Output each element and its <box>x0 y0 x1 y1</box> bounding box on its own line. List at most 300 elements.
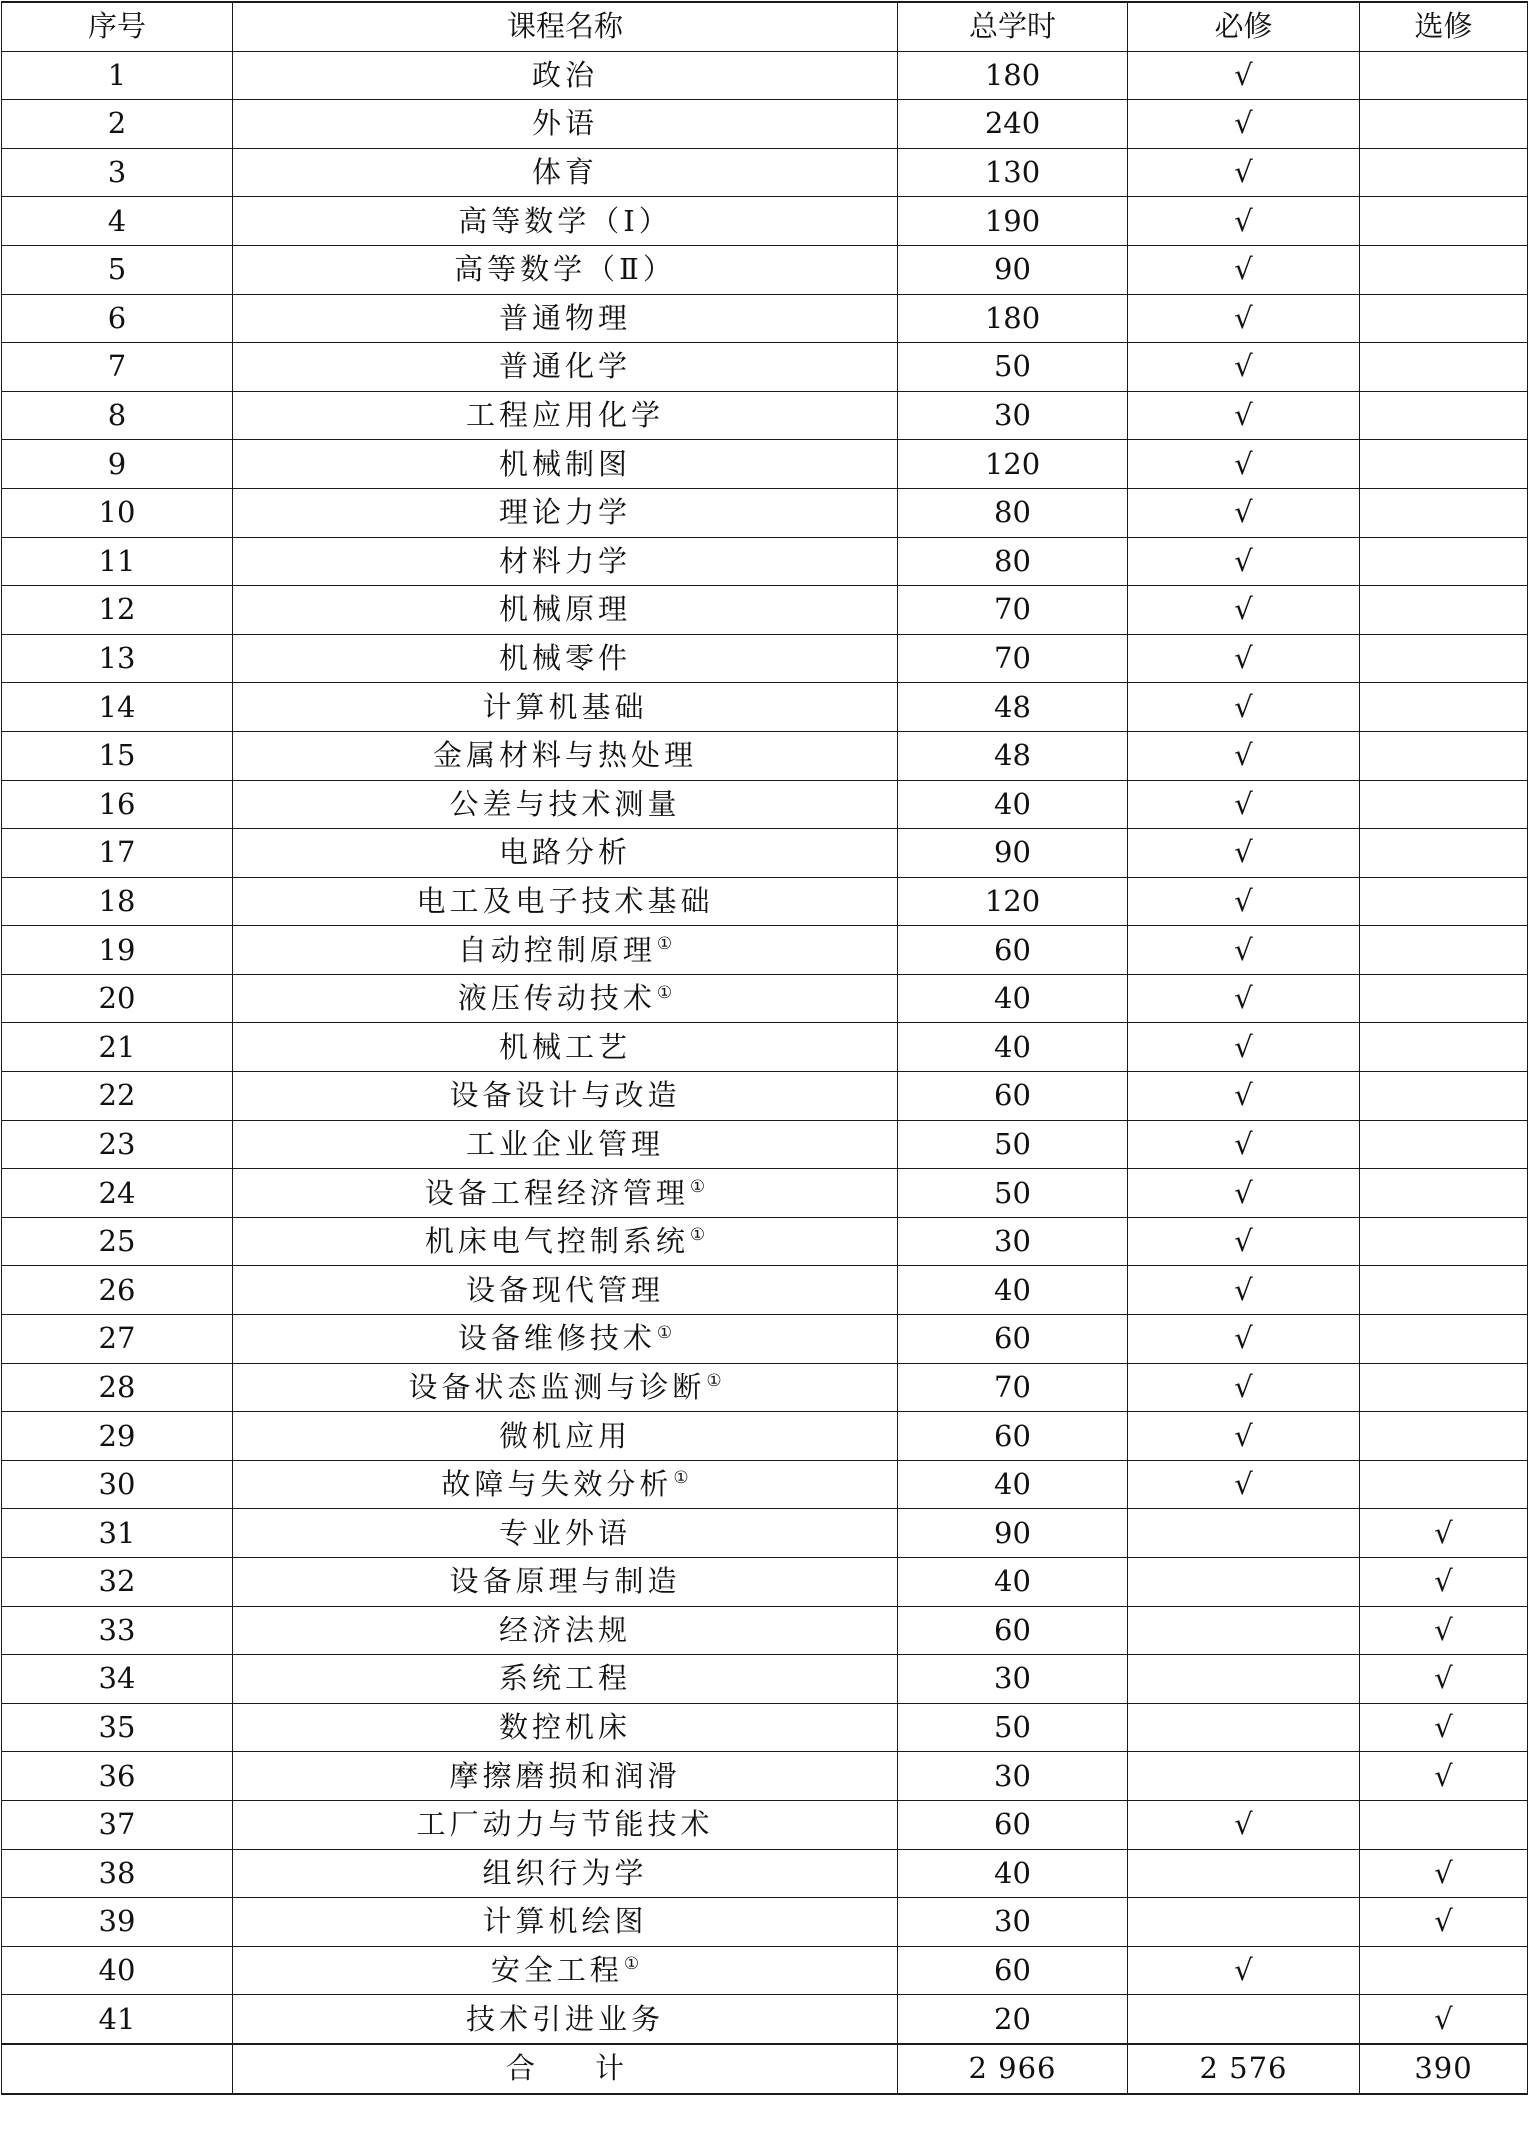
row-course-name-cell <box>233 1460 898 1509</box>
row-course-name-cell <box>233 1315 898 1364</box>
row-total-hours: 90 <box>898 829 1128 878</box>
row-elective-check <box>1360 1023 1528 1072</box>
row-course-name: 设备设计与改造 <box>449 1078 681 1113</box>
total-label-text: 合计 <box>505 2051 684 2086</box>
table-row <box>2 1606 1528 1655</box>
row-no: 28 <box>2 1363 233 1412</box>
row-course-name: 理论力学 <box>498 495 631 530</box>
row-course-name-cell <box>233 780 898 829</box>
row-total-hours: 50 <box>898 1703 1128 1752</box>
total-label <box>233 2044 898 2094</box>
row-required-check: √ <box>1128 731 1360 780</box>
row-course-name: 安全工程 <box>490 1953 623 1988</box>
table-row <box>2 488 1528 537</box>
header-required: 必修 <box>1128 2 1360 51</box>
row-course-name-cell <box>233 391 898 440</box>
row-course-name-cell <box>233 1363 898 1412</box>
row-total-hours: 190 <box>898 197 1128 246</box>
row-required-check: √ <box>1128 683 1360 732</box>
header-no: 序号 <box>2 2 233 51</box>
footnote-mark: ① <box>673 1468 689 1489</box>
row-required-check: √ <box>1128 780 1360 829</box>
row-required-check: √ <box>1128 829 1360 878</box>
row-course-name: 机床电气控制系统 <box>424 1224 689 1259</box>
row-no: 22 <box>2 1072 233 1121</box>
table-header <box>2 2 1528 51</box>
row-course-name-cell <box>233 1169 898 1218</box>
row-elective-check: √ <box>1360 1606 1528 1655</box>
row-required-check: √ <box>1128 974 1360 1023</box>
row-elective-check <box>1360 1217 1528 1266</box>
table-row <box>2 829 1528 878</box>
row-no: 14 <box>2 683 233 732</box>
row-total-hours: 90 <box>898 1509 1128 1558</box>
footnote-mark: ① <box>656 982 673 1003</box>
row-course-name-cell <box>233 1072 898 1121</box>
row-elective-check <box>1360 1315 1528 1364</box>
row-course-name: 政治 <box>531 57 598 92</box>
row-total-hours: 70 <box>898 586 1128 635</box>
row-no: 13 <box>2 634 233 683</box>
row-no: 12 <box>2 586 233 635</box>
table-row <box>2 1169 1528 1218</box>
row-elective-check <box>1360 537 1528 586</box>
row-course-name: 普通化学 <box>498 349 631 384</box>
row-elective-check <box>1360 1072 1528 1121</box>
row-required-check <box>1128 1995 1360 2044</box>
row-total-hours: 48 <box>898 731 1128 780</box>
row-required-check <box>1128 1752 1360 1801</box>
course-table <box>1 1 1528 2095</box>
row-elective-check <box>1360 829 1528 878</box>
row-course-name-cell <box>233 51 898 100</box>
row-course-name-cell <box>233 537 898 586</box>
row-course-name: 经济法规 <box>498 1612 631 1647</box>
row-course-name: 工厂动力与节能技术 <box>416 1807 714 1842</box>
table-row <box>2 148 1528 197</box>
total-hours: 2 966 <box>898 2044 1128 2094</box>
row-elective-check: √ <box>1360 1849 1528 1898</box>
row-elective-check <box>1360 488 1528 537</box>
row-course-name: 系统工程 <box>498 1661 631 1696</box>
row-required-check: √ <box>1128 51 1360 100</box>
row-total-hours: 80 <box>898 488 1128 537</box>
row-no: 21 <box>2 1023 233 1072</box>
row-required-check: √ <box>1128 148 1360 197</box>
row-no: 6 <box>2 294 233 343</box>
row-course-name-cell <box>233 1655 898 1704</box>
row-no: 36 <box>2 1752 233 1801</box>
row-elective-check <box>1360 586 1528 635</box>
row-course-name-cell <box>233 586 898 635</box>
row-total-hours: 60 <box>898 1072 1128 1121</box>
row-no: 4 <box>2 197 233 246</box>
row-course-name-cell <box>233 1217 898 1266</box>
row-elective-check <box>1360 245 1528 294</box>
row-course-name-cell <box>233 343 898 392</box>
row-no: 31 <box>2 1509 233 1558</box>
row-no: 19 <box>2 926 233 975</box>
row-elective-check: √ <box>1360 1509 1528 1558</box>
row-no: 25 <box>2 1217 233 1266</box>
row-course-name: 微机应用 <box>498 1418 631 1453</box>
row-required-check: √ <box>1128 634 1360 683</box>
table-row <box>2 1655 1528 1704</box>
row-course-name: 电工及电子技术基础 <box>416 883 714 918</box>
table-row <box>2 51 1528 100</box>
row-required-check: √ <box>1128 440 1360 489</box>
row-no: 11 <box>2 537 233 586</box>
row-required-check: √ <box>1128 1315 1360 1364</box>
row-no: 15 <box>2 731 233 780</box>
row-elective-check: √ <box>1360 1558 1528 1607</box>
row-course-name-cell <box>233 1703 898 1752</box>
table-row <box>2 100 1528 149</box>
row-required-check: √ <box>1128 343 1360 392</box>
row-course-name: 金属材料与热处理 <box>432 738 697 773</box>
row-no: 8 <box>2 391 233 440</box>
row-course-name: 公差与技术测量 <box>449 786 681 821</box>
row-no: 23 <box>2 1120 233 1169</box>
footnote-mark: ① <box>656 933 673 954</box>
row-course-name-cell <box>233 1898 898 1947</box>
header-total-hours: 总学时 <box>898 2 1128 51</box>
table-row <box>2 731 1528 780</box>
table-row <box>2 537 1528 586</box>
row-required-check: √ <box>1128 1412 1360 1461</box>
row-no: 29 <box>2 1412 233 1461</box>
row-no: 10 <box>2 488 233 537</box>
table-row <box>2 1217 1528 1266</box>
row-elective-check <box>1360 1363 1528 1412</box>
row-total-hours: 70 <box>898 1363 1128 1412</box>
row-course-name: 机械原理 <box>498 592 631 627</box>
row-course-name: 机械工艺 <box>498 1029 631 1064</box>
row-no: 20 <box>2 974 233 1023</box>
row-course-name: 机械制图 <box>498 446 631 481</box>
row-course-name: 技术引进业务 <box>465 2001 664 2036</box>
row-total-hours: 30 <box>898 1217 1128 1266</box>
row-elective-check <box>1360 634 1528 683</box>
row-elective-check <box>1360 1800 1528 1849</box>
row-course-name: 设备维修技术 <box>457 1321 656 1356</box>
row-course-name: 设备状态监测与诊断 <box>408 1369 706 1404</box>
row-no: 37 <box>2 1800 233 1849</box>
row-course-name: 故障与失效分析 <box>441 1467 673 1502</box>
row-no: 3 <box>2 148 233 197</box>
row-course-name: 普通物理 <box>498 300 631 335</box>
total-row <box>2 2044 1528 2094</box>
row-elective-check <box>1360 51 1528 100</box>
row-course-name: 高等数学（Ⅱ） <box>454 252 676 287</box>
row-course-name: 设备现代管理 <box>465 1272 664 1307</box>
row-required-check: √ <box>1128 1800 1360 1849</box>
row-elective-check <box>1360 1266 1528 1315</box>
row-elective-check <box>1360 343 1528 392</box>
row-required-check: √ <box>1128 100 1360 149</box>
row-no: 35 <box>2 1703 233 1752</box>
row-elective-check <box>1360 197 1528 246</box>
row-course-name: 计算机基础 <box>482 689 648 724</box>
row-elective-check <box>1360 148 1528 197</box>
row-elective-check <box>1360 877 1528 926</box>
row-no: 27 <box>2 1315 233 1364</box>
row-no: 9 <box>2 440 233 489</box>
row-required-check: √ <box>1128 391 1360 440</box>
row-required-check: √ <box>1128 1023 1360 1072</box>
table-row <box>2 926 1528 975</box>
row-no: 16 <box>2 780 233 829</box>
row-required-check: √ <box>1128 877 1360 926</box>
row-course-name: 机械零件 <box>498 641 631 676</box>
row-course-name-cell <box>233 440 898 489</box>
row-no: 26 <box>2 1266 233 1315</box>
row-course-name: 自动控制原理 <box>457 932 656 967</box>
footnote-mark: ① <box>656 1322 673 1343</box>
table-row <box>2 1849 1528 1898</box>
row-course-name: 数控机床 <box>498 1710 631 1745</box>
row-course-name-cell <box>233 488 898 537</box>
footnote-mark: ① <box>706 1371 722 1392</box>
row-elective-check: √ <box>1360 1995 1528 2044</box>
row-required-check <box>1128 1509 1360 1558</box>
table-row <box>2 1703 1528 1752</box>
table-row <box>2 1558 1528 1607</box>
row-required-check <box>1128 1703 1360 1752</box>
row-required-check <box>1128 1606 1360 1655</box>
row-total-hours: 20 <box>898 1995 1128 2044</box>
row-no: 39 <box>2 1898 233 1947</box>
row-elective-check <box>1360 294 1528 343</box>
total-no-cell <box>2 2044 233 2094</box>
table-body <box>2 51 1528 2044</box>
row-required-check: √ <box>1128 586 1360 635</box>
row-course-name: 摩擦磨损和润滑 <box>449 1758 681 1793</box>
row-course-name: 设备工程经济管理 <box>424 1175 689 1210</box>
row-course-name: 体育 <box>531 155 598 190</box>
row-course-name-cell <box>233 1558 898 1607</box>
row-no: 24 <box>2 1169 233 1218</box>
row-no: 40 <box>2 1946 233 1995</box>
footnote-mark: ① <box>623 1954 640 1975</box>
row-course-name-cell <box>233 926 898 975</box>
row-course-name: 工业企业管理 <box>465 1126 664 1161</box>
table-row <box>2 1412 1528 1461</box>
row-course-name: 组织行为学 <box>482 1855 648 1890</box>
table-row <box>2 1266 1528 1315</box>
row-elective-check <box>1360 1946 1528 1995</box>
row-elective-check <box>1360 731 1528 780</box>
row-course-name-cell <box>233 1800 898 1849</box>
row-total-hours: 50 <box>898 343 1128 392</box>
row-course-name: 计算机绘图 <box>482 1904 648 1939</box>
row-elective-check <box>1360 926 1528 975</box>
row-required-check: √ <box>1128 1266 1360 1315</box>
row-course-name: 外语 <box>531 106 598 141</box>
table-row <box>2 1023 1528 1072</box>
row-course-name-cell <box>233 294 898 343</box>
row-total-hours: 60 <box>898 1946 1128 1995</box>
row-no: 5 <box>2 245 233 294</box>
row-course-name-cell <box>233 1849 898 1898</box>
row-elective-check <box>1360 440 1528 489</box>
row-total-hours: 70 <box>898 634 1128 683</box>
row-total-hours: 40 <box>898 780 1128 829</box>
row-course-name-cell <box>233 245 898 294</box>
row-course-name-cell <box>233 829 898 878</box>
row-required-check: √ <box>1128 1363 1360 1412</box>
row-no: 1 <box>2 51 233 100</box>
total-required-hours: 2 576 <box>1128 2044 1360 2094</box>
row-required-check: √ <box>1128 537 1360 586</box>
row-total-hours: 40 <box>898 1023 1128 1072</box>
row-no: 34 <box>2 1655 233 1704</box>
table-row <box>2 440 1528 489</box>
table-row <box>2 974 1528 1023</box>
row-required-check: √ <box>1128 926 1360 975</box>
row-course-name-cell <box>233 1606 898 1655</box>
footnote-mark: ① <box>689 1225 706 1246</box>
row-total-hours: 90 <box>898 245 1128 294</box>
row-course-name-cell <box>233 148 898 197</box>
row-elective-check <box>1360 780 1528 829</box>
table-row <box>2 197 1528 246</box>
row-course-name-cell <box>233 197 898 246</box>
row-course-name-cell <box>233 1266 898 1315</box>
row-elective-check <box>1360 1460 1528 1509</box>
row-no: 17 <box>2 829 233 878</box>
row-no: 7 <box>2 343 233 392</box>
row-elective-check <box>1360 100 1528 149</box>
table-footer <box>2 2044 1528 2094</box>
table-row <box>2 683 1528 732</box>
table-row <box>2 294 1528 343</box>
row-total-hours: 240 <box>898 100 1128 149</box>
row-elective-check: √ <box>1360 1703 1528 1752</box>
row-total-hours: 30 <box>898 1752 1128 1801</box>
row-course-name: 设备原理与制造 <box>449 1564 681 1599</box>
row-total-hours: 40 <box>898 1849 1128 1898</box>
row-required-check: √ <box>1128 245 1360 294</box>
row-required-check: √ <box>1128 488 1360 537</box>
row-elective-check <box>1360 1120 1528 1169</box>
row-elective-check <box>1360 1169 1528 1218</box>
row-course-name-cell <box>233 100 898 149</box>
row-total-hours: 180 <box>898 51 1128 100</box>
row-total-hours: 50 <box>898 1169 1128 1218</box>
footnote-mark: ① <box>689 1176 706 1197</box>
row-required-check: √ <box>1128 1217 1360 1266</box>
row-course-name: 工程应用化学 <box>465 398 664 433</box>
row-elective-check <box>1360 974 1528 1023</box>
table-row <box>2 1315 1528 1364</box>
row-total-hours: 40 <box>898 974 1128 1023</box>
row-no: 32 <box>2 1558 233 1607</box>
row-no: 41 <box>2 1995 233 2044</box>
table-row <box>2 1509 1528 1558</box>
table-row <box>2 1898 1528 1947</box>
row-elective-check <box>1360 683 1528 732</box>
row-course-name-cell <box>233 731 898 780</box>
row-total-hours: 40 <box>898 1460 1128 1509</box>
table-row <box>2 1946 1528 1995</box>
row-elective-check: √ <box>1360 1655 1528 1704</box>
table-row <box>2 343 1528 392</box>
table-row <box>2 1995 1528 2044</box>
row-elective-check <box>1360 1412 1528 1461</box>
row-required-check: √ <box>1128 1120 1360 1169</box>
row-total-hours: 60 <box>898 1800 1128 1849</box>
row-total-hours: 60 <box>898 1606 1128 1655</box>
total-elective-hours: 390 <box>1360 2044 1528 2094</box>
row-elective-check: √ <box>1360 1898 1528 1947</box>
row-required-check: √ <box>1128 1169 1360 1218</box>
row-course-name-cell <box>233 1995 898 2044</box>
row-elective-check: √ <box>1360 1752 1528 1801</box>
row-course-name: 液压传动技术 <box>457 981 656 1016</box>
row-course-name-cell <box>233 683 898 732</box>
row-required-check: √ <box>1128 1460 1360 1509</box>
row-total-hours: 60 <box>898 1315 1128 1364</box>
header-course-name: 课程名称 <box>233 2 898 51</box>
table-row <box>2 1752 1528 1801</box>
table-row <box>2 877 1528 926</box>
header-elective: 选修 <box>1360 2 1528 51</box>
row-required-check: √ <box>1128 1946 1360 1995</box>
row-course-name-cell <box>233 1509 898 1558</box>
row-course-name-cell <box>233 877 898 926</box>
table-row <box>2 780 1528 829</box>
row-required-check: √ <box>1128 1072 1360 1121</box>
row-total-hours: 40 <box>898 1558 1128 1607</box>
row-no: 2 <box>2 100 233 149</box>
table-row <box>2 1072 1528 1121</box>
row-total-hours: 130 <box>898 148 1128 197</box>
row-total-hours: 60 <box>898 1412 1128 1461</box>
table-row <box>2 1120 1528 1169</box>
table-row <box>2 634 1528 683</box>
table-row <box>2 391 1528 440</box>
row-course-name-cell <box>233 634 898 683</box>
row-total-hours: 120 <box>898 877 1128 926</box>
row-course-name-cell <box>233 1120 898 1169</box>
row-course-name: 高等数学（Ⅰ） <box>458 203 672 238</box>
row-total-hours: 50 <box>898 1120 1128 1169</box>
row-course-name-cell <box>233 974 898 1023</box>
row-course-name: 电路分析 <box>498 835 631 870</box>
row-required-check <box>1128 1898 1360 1947</box>
row-total-hours: 120 <box>898 440 1128 489</box>
row-total-hours: 30 <box>898 1898 1128 1947</box>
row-required-check: √ <box>1128 294 1360 343</box>
row-required-check <box>1128 1655 1360 1704</box>
row-course-name: 材料力学 <box>498 543 631 578</box>
row-total-hours: 80 <box>898 537 1128 586</box>
row-total-hours: 48 <box>898 683 1128 732</box>
row-no: 33 <box>2 1606 233 1655</box>
row-total-hours: 60 <box>898 926 1128 975</box>
row-elective-check <box>1360 391 1528 440</box>
row-course-name: 专业外语 <box>498 1515 631 1550</box>
row-no: 30 <box>2 1460 233 1509</box>
row-required-check: √ <box>1128 197 1360 246</box>
row-no: 38 <box>2 1849 233 1898</box>
table-row <box>2 1800 1528 1849</box>
row-total-hours: 30 <box>898 391 1128 440</box>
header-row <box>2 2 1528 51</box>
table-row <box>2 1460 1528 1509</box>
table-row <box>2 245 1528 294</box>
